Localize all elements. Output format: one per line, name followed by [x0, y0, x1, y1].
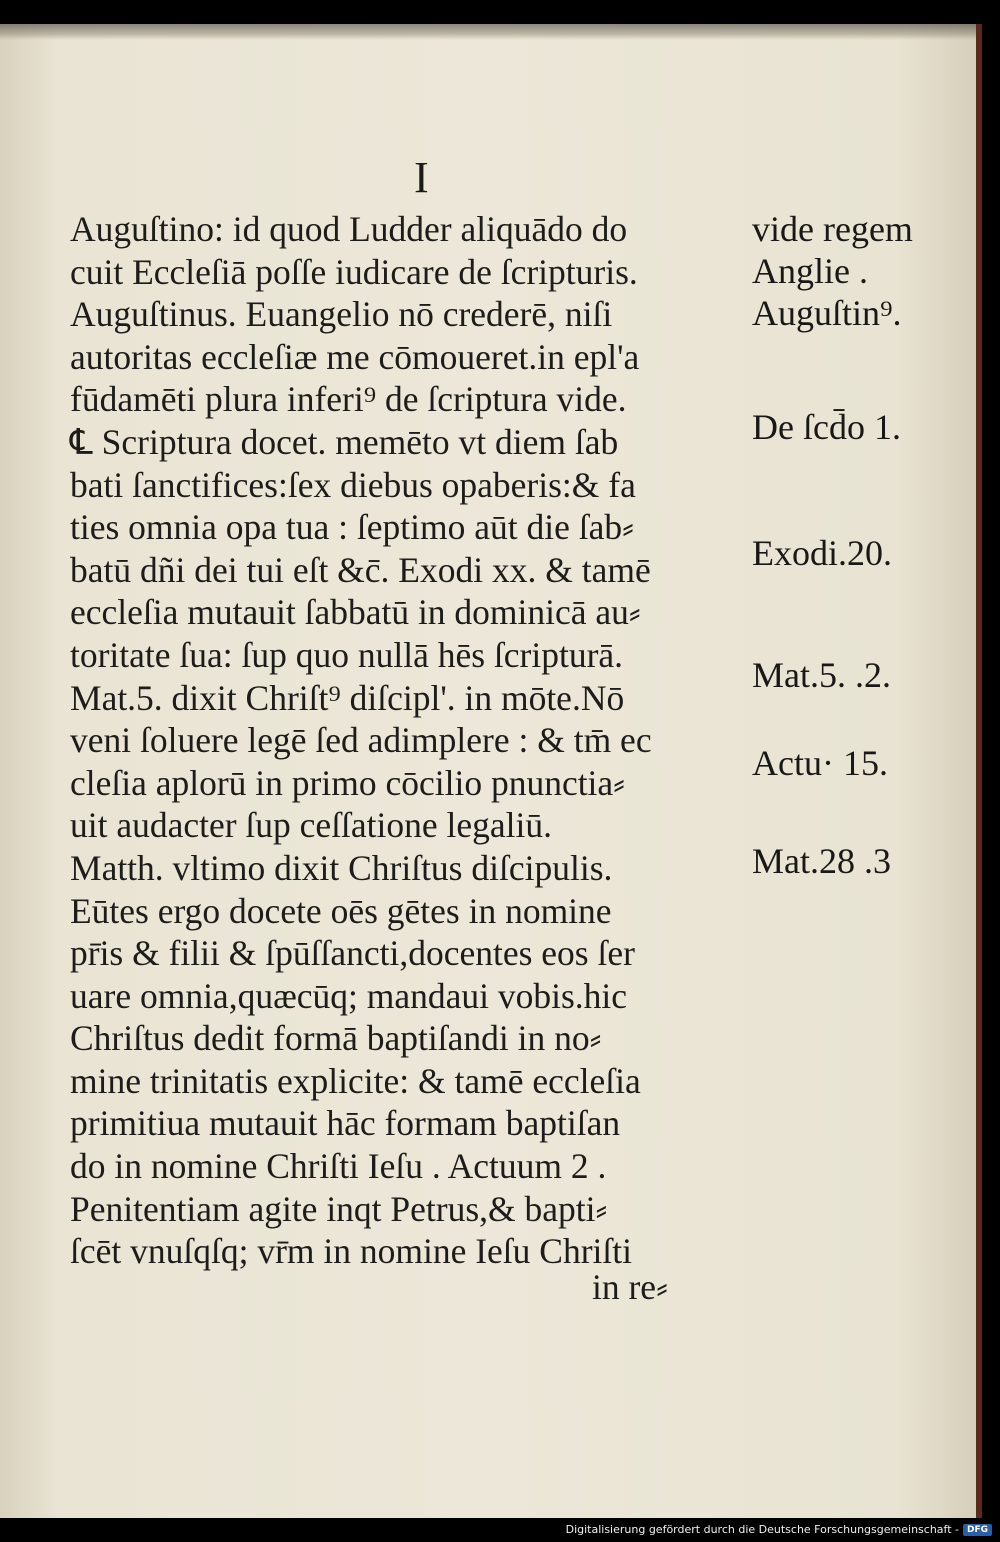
- text-line: veni ſoluere legē ſed adimplere : & tm̄ ec: [70, 720, 652, 761]
- text-line: ties omnia opa tua : ſeptimo aūt die ſab⸗: [70, 507, 634, 548]
- text-line: Auguſtino: id quod Ludder aliquādo do: [70, 209, 628, 249]
- text-line: Eūtes ergo docete oēs gētes in nomine: [70, 890, 612, 931]
- text-line: cuit Eccleſiā poſſe iudicare de ſcripturis.: [70, 251, 638, 292]
- text-line: primitiua mutauit hāc formam baptiſan: [70, 1103, 621, 1144]
- margin-note: De ſcd̄o 1.: [752, 407, 901, 447]
- text-line: uit audacter ſup ceſſatione legaliū.: [70, 805, 553, 846]
- credit-text: Digitalisierung gefördert durch die Deutsche Forschungsgemeinschaft -: [565, 1523, 959, 1536]
- text-line: Penitentiam agite inqt Petrus,& bapti⸗: [70, 1188, 608, 1229]
- text-line: bati ſanctifices:ſex diebus opaberis:& fa: [70, 464, 636, 505]
- text-line: cleſia aplorū in primo cōcilio pnunctia⸗: [70, 762, 625, 803]
- text-line: toritate ſua: ſup quo nullā hēs ſcripturā.: [70, 634, 624, 675]
- text-line: mine trinitatis explicite: & tamē eccleſia: [70, 1060, 641, 1101]
- dfg-logo-icon: DFG: [963, 1524, 992, 1536]
- margin-note: Actu· 15.: [752, 743, 888, 783]
- margin-note: Mat.28 .3: [752, 841, 891, 881]
- margin-note: vide regem: [752, 209, 913, 249]
- text-line: uare omnia,quæcūq; mandaui vobis.hic: [70, 975, 628, 1016]
- text-line: Auguſtinus. Euangelio nō crederē, niſi: [70, 294, 613, 335]
- margin-note: Exodi.20.: [752, 533, 892, 573]
- digitization-credit: [566, 1523, 992, 1536]
- catchword: in re⸗: [592, 1267, 668, 1307]
- text-line: ſcēt vnuſqſq; vr̄m in nomine Ieſu Chriſti: [70, 1231, 633, 1272]
- text-line: Mat.5. dixit Chriſt⁹ diſcipl'. in mōte.Nō: [70, 677, 625, 718]
- signature-mark: I: [414, 153, 429, 202]
- text-line: do in nomine Chriſti Ieſu . Actuum 2 .: [70, 1146, 607, 1187]
- margin-note: Mat.5. .2.: [752, 655, 891, 695]
- page-edge-shadow: [0, 24, 976, 40]
- text-line: batū dñi dei tui eſt &c̄. Exodi xx. & tamē: [70, 549, 651, 590]
- text-line: Chriſtus dedit formā baptiſandi in no⸗: [70, 1018, 602, 1059]
- text-line: fūdamēti plura inferi⁹ de ſcriptura vide.: [70, 379, 627, 420]
- text-line: ℄ Scriptura docet. memēto vt diem ſab: [70, 421, 619, 462]
- book-page: [0, 24, 982, 1518]
- text-line: Matth. vltimo dixit Chriſtus diſcipulis.: [70, 847, 613, 888]
- main-text-block: [70, 208, 750, 1273]
- text-line: autoritas eccleſiæ me cōmoueret.in epl'a: [70, 336, 640, 377]
- margin-note: Anglie .: [752, 251, 868, 291]
- text-line: eccleſia mutauit ſabbatū in dominicā au⸗: [70, 592, 641, 633]
- text-line: pr̄is & filii & ſpūſſancti,docentes eos ſer: [70, 933, 635, 974]
- margin-note: Auguſtin⁹.: [752, 293, 902, 333]
